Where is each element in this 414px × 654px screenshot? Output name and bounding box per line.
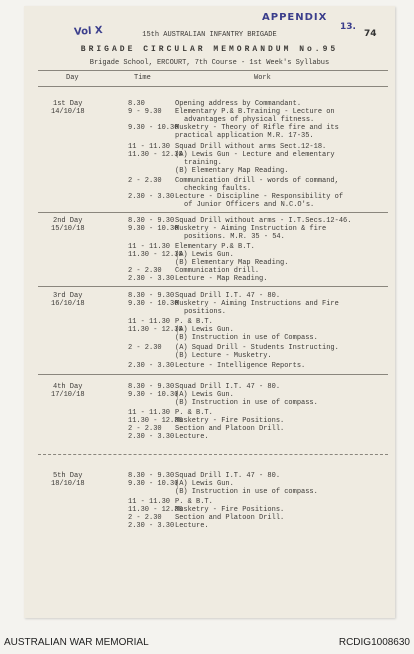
time-cell: 11.30 - 12.30 [128,151,183,159]
day-date: 17/10/18 [51,391,85,399]
work-cell: (B) Elementary Map Reading. [175,259,289,267]
syllabus-subtitle: Brigade School, ERCOURT, 7th Course - 1st Week's Syllabus [89,59,330,67]
work-cell: Squad Drill without arms Sect.12-18. [175,143,327,151]
work-cell: (B) Elementary Map Reading. [175,167,289,175]
memorandum-title: BRIGADE CIRCULAR MEMORANDUM No.95 [80,45,339,54]
work-cell: (A) Lewis Gun. [175,251,234,259]
time-cell: 2 - 2.30 [128,514,162,522]
day-divider [38,454,388,455]
time-cell: 11 - 11.30 [128,243,171,251]
day-label: 1st Day [53,100,83,108]
work-cell: (A) Lewis Gun. [175,326,234,334]
work-cell: Section and Platoon Drill. [175,514,285,522]
time-cell: 11.30 - 12.30 [128,417,183,425]
work-cell: Lecture - Intelligence Reports. [175,362,306,370]
time-cell: 2 - 2.30 [128,425,162,433]
handwritten-appendix: APPENDIX [262,12,328,23]
time-cell: 2.30 - 3.30 [128,275,175,283]
day-divider [38,286,388,287]
work-cell: Squad Drill I.T. 47 - 80. [175,383,281,391]
work-cell: positions. [184,308,227,316]
work-cell: Squad Drill without arms - I.T.Secs.12-46. [175,217,352,225]
time-cell: 11 - 11.30 [128,318,171,326]
work-cell: (B) Instruction in use of Compass. [175,334,318,342]
work-cell: P. & B.T. [175,498,213,506]
work-cell: Opening address by Commandant. [175,100,302,108]
work-cell: Elementary P.& B.T. [175,243,255,251]
column-header-time: Time [134,74,151,82]
work-cell: positions. M.R. 35 - 54. [184,233,285,241]
work-cell: practical application M.R. 17-35. [175,132,314,140]
document-page [24,6,395,618]
day-label: 4th Day [53,383,83,391]
time-cell: 2.30 - 3.30 [128,522,175,530]
column-header-work: Work [254,74,271,82]
work-cell: advantages of physical fitness. [184,116,315,124]
time-cell: 2 - 2.30 [128,267,162,275]
time-cell: 11 - 11.30 [128,143,171,151]
column-header-day: Day [66,74,79,82]
time-cell: 9.30 - 10.30 [128,391,179,399]
time-cell: 11.30 - 12.30 [128,326,183,334]
work-cell: Musketry - Fire Positions. [175,506,285,514]
time-cell: 8.30 [128,100,145,108]
work-cell: (A) Lewis Gun - Lecture and elementary [175,151,335,159]
time-cell: 11 - 11.30 [128,498,171,506]
time-cell: 2.30 - 3.30 [128,433,175,441]
work-cell: Musketry - Fire Positions. [175,417,285,425]
time-cell: 2.30 - 3.30 [128,362,175,370]
work-cell: (A) Squad Drill - Students Instructing. [175,344,339,352]
handwritten-appendix-number: 13. [340,22,356,32]
day-date: 15/10/18 [51,225,85,233]
time-cell: 11.30 - 12.30 [128,251,183,259]
time-cell: 8.30 - 9.30 [128,472,175,480]
work-cell: Musketry - Aiming Instruction & fire [175,225,327,233]
time-cell: 9.30 - 10.30 [128,480,179,488]
work-cell: Musketry - Theory of Rifle fire and its [175,124,339,132]
work-cell: Lecture - Discipline - Responsibility of [175,193,344,201]
work-cell: Lecture - Map Reading. [175,275,268,283]
day-label: 2nd Day [53,217,83,225]
time-cell: 8.30 - 9.30 [128,292,175,300]
work-cell: checking faults. [184,185,252,193]
work-cell: (A) Lewis Gun. [175,480,234,488]
day-label: 3rd Day [53,292,83,300]
archive-footer [0,631,414,654]
time-cell: 9.30 - 10.30 [128,124,179,132]
work-cell: (B) Instruction in use of compass. [175,488,318,496]
header-rule-bottom [38,86,388,87]
time-cell: 2 - 2.30 [128,344,162,352]
work-cell: training. [184,159,222,167]
footer-institution: AUSTRALIAN WAR MEMORIAL [4,637,149,648]
day-label: 5th Day [53,472,83,480]
work-cell: Squad Drill I.T. 47 - 80. [175,292,281,300]
work-cell: (A) Lewis Gun. [175,391,234,399]
work-cell: Communication drill - words of command, [175,177,339,185]
time-cell: 8.30 - 9.30 [128,383,175,391]
time-cell: 11 - 11.30 [128,409,171,417]
handwritten-vol: Vol X [73,25,104,38]
footer-record-id: RCDIG1008630 [338,637,410,648]
time-cell: 2 - 2.30 [128,177,162,185]
work-cell: (B) Lecture - Musketry. [175,352,272,360]
handwritten-page-number: 74 [364,29,377,39]
work-cell: (B) Instruction in use of compass. [175,399,318,407]
time-cell: 8.30 - 9.30 [128,217,175,225]
day-date: 16/10/18 [51,300,85,308]
day-date: 14/10/18 [51,108,85,116]
work-cell: Squad Drill I.T. 47 - 80. [175,472,281,480]
time-cell: 9.30 - 10.30 [128,225,179,233]
work-cell: Elementary P.& B.Training - Lecture on [175,108,335,116]
work-cell: Lecture. [175,433,209,441]
work-cell: P. & B.T. [175,409,213,417]
work-cell: P. & B.T. [175,318,213,326]
time-cell: 9 - 9.30 [128,108,162,116]
time-cell: 11.30 - 12.30 [128,506,183,514]
work-cell: Musketry - Aiming Instructions and Fire [175,300,339,308]
work-cell: of Junior Officers and N.C.O's. [184,201,315,209]
day-divider [38,374,388,375]
work-cell: Lecture. [175,522,209,530]
unit-heading: 15th AUSTRALIAN INFANTRY BRIGADE [142,31,277,39]
day-date: 18/10/18 [51,480,85,488]
work-cell: Section and Platoon Drill. [175,425,285,433]
header-rule-top [38,70,388,71]
work-cell: Communication drill. [175,267,260,275]
day-divider [38,212,388,213]
time-cell: 9.30 - 10.30 [128,300,179,308]
time-cell: 2.30 - 3.30 [128,193,175,201]
